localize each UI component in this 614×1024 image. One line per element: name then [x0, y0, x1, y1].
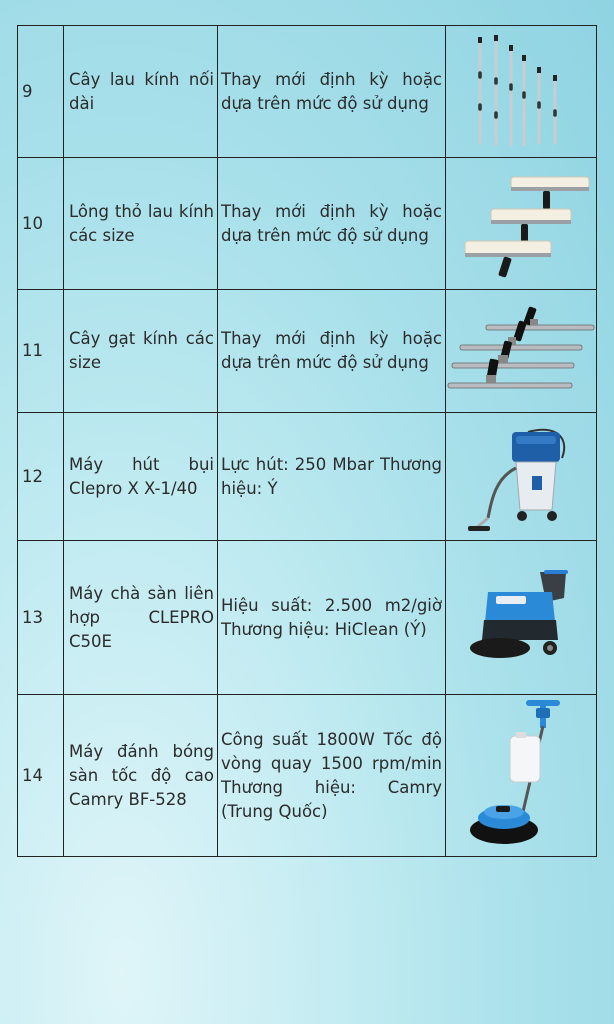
equipment-description: Thay mới định kỳ hoặc dựa trên mức độ sử dụng [218, 290, 446, 413]
equipment-description: Thay mới định kỳ hoặc dựa trên mức độ sử dụng [218, 26, 446, 158]
equipment-image-cell [446, 158, 597, 290]
equipment-name: Máy đánh bóng sàn tốc độ cao Camry BF-528 [64, 695, 218, 857]
wet-dry-vacuum-icon [466, 418, 576, 536]
equipment-description: Lực hút: 250 Mbar Thương hiệu: Ý [218, 413, 446, 541]
table-row [18, 695, 597, 857]
table-row [18, 26, 597, 158]
row-number: 14 [18, 695, 64, 857]
row-number: 11 [18, 290, 64, 413]
equipment-name: Cây gạt kính các size [64, 290, 218, 413]
window-washer-applicator-icon [451, 169, 591, 279]
table-row [18, 290, 597, 413]
table-row [18, 158, 597, 290]
equipment-description: Công suất 1800W Tốc độ vòng quay 1500 rpm/min Thương hiệu: Camry (Trung Quốc) [218, 695, 446, 857]
floor-scrubber-icon [466, 568, 576, 668]
equipment-name: Máy chà sàn liên hợp CLEPRO C50E [64, 541, 218, 695]
equipment-name: Máy hút bụi Clepro X X-1/40 [64, 413, 218, 541]
equipment-image-cell [446, 290, 597, 413]
equipment-name: Cây lau kính nối dài [64, 26, 218, 158]
window-squeegee-icon [446, 301, 596, 401]
row-number: 12 [18, 413, 64, 541]
table-row [18, 541, 597, 695]
extension-pole-icon [466, 33, 576, 151]
equipment-name: Lông thỏ lau kính các size [64, 158, 218, 290]
equipment-image-cell [446, 695, 597, 857]
floor-polisher-icon [466, 698, 576, 854]
row-number: 10 [18, 158, 64, 290]
equipment-description: Hiệu suất: 2.500 m2/giờ Thương hiệu: HiClean (Ý) [218, 541, 446, 695]
table-row [18, 413, 597, 541]
equipment-image-cell [446, 413, 597, 541]
row-number: 13 [18, 541, 64, 695]
equipment-table [17, 25, 597, 857]
equipment-image-cell [446, 26, 597, 158]
equipment-image-cell [446, 541, 597, 695]
row-number: 9 [18, 26, 64, 158]
equipment-description: Thay mới định kỳ hoặc dựa trên mức độ sử dụng [218, 158, 446, 290]
